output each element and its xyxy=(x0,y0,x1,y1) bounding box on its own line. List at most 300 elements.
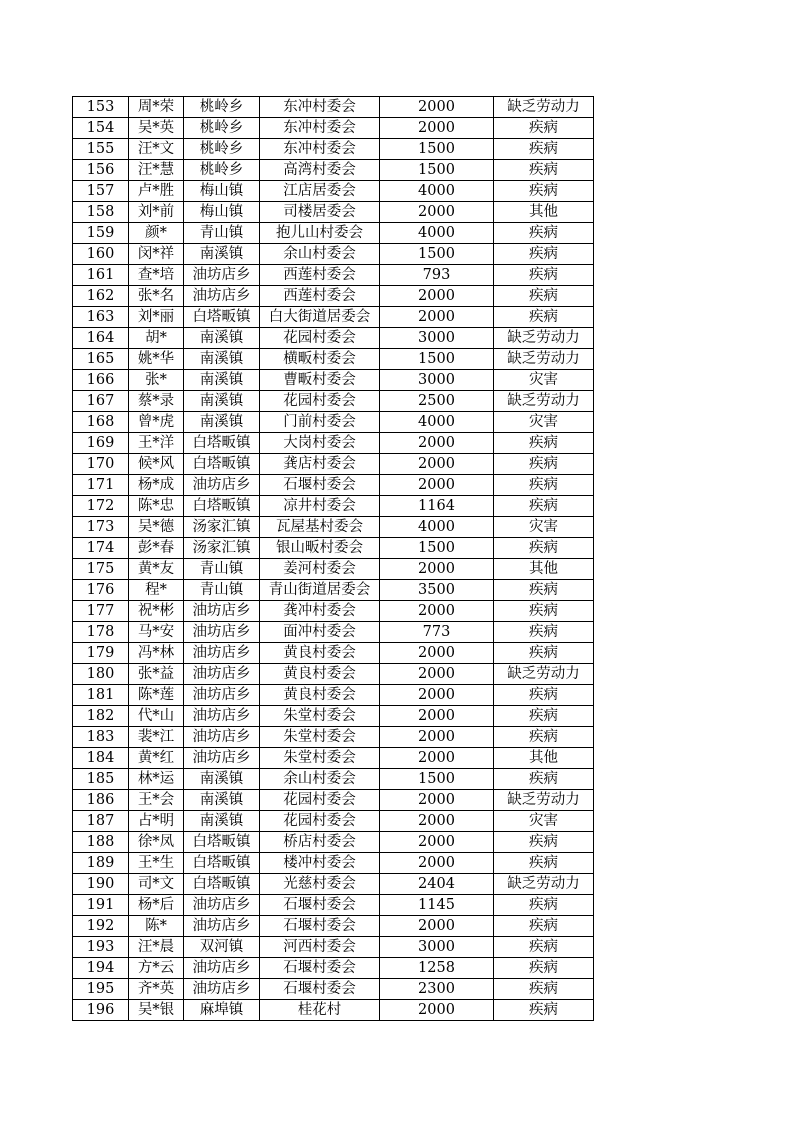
table-row xyxy=(73,538,594,559)
table-row xyxy=(73,748,594,769)
amount-cell: 2000 xyxy=(380,1000,494,1021)
row-number-cell: 153 xyxy=(73,97,129,118)
reason-cell: 疾病 xyxy=(494,475,594,496)
reason-cell: 疾病 xyxy=(494,706,594,727)
reason-cell: 疾病 xyxy=(494,643,594,664)
village-committee-cell: 黄良村委会 xyxy=(260,664,380,685)
row-number-cell: 191 xyxy=(73,895,129,916)
amount-cell: 2000 xyxy=(380,916,494,937)
table-row xyxy=(73,202,594,223)
reason-cell: 缺乏劳动力 xyxy=(494,391,594,412)
records-table-body xyxy=(73,97,594,1021)
township-cell: 油坊店乡 xyxy=(184,643,260,664)
name-cell: 陈*莲 xyxy=(129,685,184,706)
amount-cell: 4000 xyxy=(380,517,494,538)
amount-cell: 2000 xyxy=(380,559,494,580)
village-committee-cell: 凉井村委会 xyxy=(260,496,380,517)
township-cell: 青山镇 xyxy=(184,223,260,244)
table-row xyxy=(73,895,594,916)
records-table-container xyxy=(72,96,594,1021)
row-number-cell: 193 xyxy=(73,937,129,958)
row-number-cell: 170 xyxy=(73,454,129,475)
township-cell: 油坊店乡 xyxy=(184,685,260,706)
village-committee-cell: 龚店村委会 xyxy=(260,454,380,475)
table-row xyxy=(73,391,594,412)
village-committee-cell: 朱堂村委会 xyxy=(260,727,380,748)
name-cell: 卢*胜 xyxy=(129,181,184,202)
reason-cell: 疾病 xyxy=(494,433,594,454)
name-cell: 彭*春 xyxy=(129,538,184,559)
name-cell: 汪*慧 xyxy=(129,160,184,181)
amount-cell: 2000 xyxy=(380,790,494,811)
row-number-cell: 183 xyxy=(73,727,129,748)
row-number-cell: 173 xyxy=(73,517,129,538)
row-number-cell: 184 xyxy=(73,748,129,769)
row-number-cell: 180 xyxy=(73,664,129,685)
table-row xyxy=(73,811,594,832)
name-cell: 冯*林 xyxy=(129,643,184,664)
township-cell: 油坊店乡 xyxy=(184,748,260,769)
reason-cell: 缺乏劳动力 xyxy=(494,664,594,685)
township-cell: 白塔畈镇 xyxy=(184,433,260,454)
name-cell: 刘*丽 xyxy=(129,307,184,328)
reason-cell: 灾害 xyxy=(494,370,594,391)
name-cell: 程* xyxy=(129,580,184,601)
row-number-cell: 156 xyxy=(73,160,129,181)
row-number-cell: 196 xyxy=(73,1000,129,1021)
row-number-cell: 194 xyxy=(73,958,129,979)
reason-cell: 其他 xyxy=(494,202,594,223)
reason-cell: 其他 xyxy=(494,748,594,769)
township-cell: 油坊店乡 xyxy=(184,895,260,916)
village-committee-cell: 石堰村委会 xyxy=(260,958,380,979)
village-committee-cell: 东冲村委会 xyxy=(260,118,380,139)
records-table xyxy=(72,96,594,1021)
name-cell: 张* xyxy=(129,370,184,391)
township-cell: 青山镇 xyxy=(184,580,260,601)
amount-cell: 2000 xyxy=(380,454,494,475)
village-committee-cell: 花园村委会 xyxy=(260,391,380,412)
village-committee-cell: 光慈村委会 xyxy=(260,874,380,895)
row-number-cell: 168 xyxy=(73,412,129,433)
village-committee-cell: 姜河村委会 xyxy=(260,559,380,580)
amount-cell: 1500 xyxy=(380,538,494,559)
reason-cell: 疾病 xyxy=(494,1000,594,1021)
amount-cell: 2000 xyxy=(380,475,494,496)
amount-cell: 1145 xyxy=(380,895,494,916)
row-number-cell: 174 xyxy=(73,538,129,559)
reason-cell: 缺乏劳动力 xyxy=(494,97,594,118)
name-cell: 汪*晨 xyxy=(129,937,184,958)
table-row xyxy=(73,559,594,580)
amount-cell: 2500 xyxy=(380,391,494,412)
village-committee-cell: 花园村委会 xyxy=(260,328,380,349)
township-cell: 南溪镇 xyxy=(184,790,260,811)
table-row xyxy=(73,118,594,139)
name-cell: 林*运 xyxy=(129,769,184,790)
name-cell: 周*荣 xyxy=(129,97,184,118)
township-cell: 油坊店乡 xyxy=(184,727,260,748)
table-row xyxy=(73,496,594,517)
village-committee-cell: 东冲村委会 xyxy=(260,97,380,118)
amount-cell: 1500 xyxy=(380,349,494,370)
row-number-cell: 165 xyxy=(73,349,129,370)
reason-cell: 疾病 xyxy=(494,727,594,748)
village-committee-cell: 大岗村委会 xyxy=(260,433,380,454)
amount-cell: 1500 xyxy=(380,160,494,181)
row-number-cell: 188 xyxy=(73,832,129,853)
reason-cell: 疾病 xyxy=(494,265,594,286)
township-cell: 梅山镇 xyxy=(184,181,260,202)
table-row xyxy=(73,223,594,244)
row-number-cell: 177 xyxy=(73,601,129,622)
name-cell: 张*名 xyxy=(129,286,184,307)
village-committee-cell: 横畈村委会 xyxy=(260,349,380,370)
village-committee-cell: 抱儿山村委会 xyxy=(260,223,380,244)
name-cell: 裴*江 xyxy=(129,727,184,748)
reason-cell: 缺乏劳动力 xyxy=(494,790,594,811)
table-row xyxy=(73,475,594,496)
row-number-cell: 172 xyxy=(73,496,129,517)
row-number-cell: 160 xyxy=(73,244,129,265)
name-cell: 查*培 xyxy=(129,265,184,286)
row-number-cell: 158 xyxy=(73,202,129,223)
table-row xyxy=(73,454,594,475)
reason-cell: 疾病 xyxy=(494,895,594,916)
table-row xyxy=(73,706,594,727)
table-row xyxy=(73,580,594,601)
reason-cell: 疾病 xyxy=(494,832,594,853)
name-cell: 占*明 xyxy=(129,811,184,832)
name-cell: 闵*祥 xyxy=(129,244,184,265)
amount-cell: 2000 xyxy=(380,706,494,727)
name-cell: 刘*前 xyxy=(129,202,184,223)
township-cell: 油坊店乡 xyxy=(184,475,260,496)
row-number-cell: 155 xyxy=(73,139,129,160)
name-cell: 齐*英 xyxy=(129,979,184,1000)
amount-cell: 2000 xyxy=(380,748,494,769)
amount-cell: 2000 xyxy=(380,286,494,307)
reason-cell: 疾病 xyxy=(494,160,594,181)
reason-cell: 疾病 xyxy=(494,601,594,622)
name-cell: 汪*文 xyxy=(129,139,184,160)
township-cell: 桃岭乡 xyxy=(184,160,260,181)
row-number-cell: 186 xyxy=(73,790,129,811)
row-number-cell: 178 xyxy=(73,622,129,643)
township-cell: 麻埠镇 xyxy=(184,1000,260,1021)
village-committee-cell: 面冲村委会 xyxy=(260,622,380,643)
amount-cell: 2000 xyxy=(380,643,494,664)
amount-cell: 773 xyxy=(380,622,494,643)
table-row xyxy=(73,244,594,265)
village-committee-cell: 石堰村委会 xyxy=(260,475,380,496)
amount-cell: 2000 xyxy=(380,727,494,748)
name-cell: 方*云 xyxy=(129,958,184,979)
row-number-cell: 195 xyxy=(73,979,129,1000)
township-cell: 白塔畈镇 xyxy=(184,832,260,853)
village-committee-cell: 高湾村委会 xyxy=(260,160,380,181)
township-cell: 南溪镇 xyxy=(184,811,260,832)
township-cell: 南溪镇 xyxy=(184,412,260,433)
row-number-cell: 175 xyxy=(73,559,129,580)
row-number-cell: 171 xyxy=(73,475,129,496)
reason-cell: 缺乏劳动力 xyxy=(494,349,594,370)
township-cell: 油坊店乡 xyxy=(184,916,260,937)
village-committee-cell: 江店居委会 xyxy=(260,181,380,202)
reason-cell: 疾病 xyxy=(494,769,594,790)
reason-cell: 疾病 xyxy=(494,853,594,874)
table-row xyxy=(73,370,594,391)
row-number-cell: 179 xyxy=(73,643,129,664)
table-row xyxy=(73,958,594,979)
table-row xyxy=(73,727,594,748)
table-row xyxy=(73,769,594,790)
township-cell: 南溪镇 xyxy=(184,769,260,790)
table-row xyxy=(73,601,594,622)
reason-cell: 疾病 xyxy=(494,307,594,328)
township-cell: 双河镇 xyxy=(184,937,260,958)
township-cell: 桃岭乡 xyxy=(184,118,260,139)
township-cell: 白塔畈镇 xyxy=(184,874,260,895)
name-cell: 王*生 xyxy=(129,853,184,874)
village-committee-cell: 花园村委会 xyxy=(260,811,380,832)
reason-cell: 疾病 xyxy=(494,454,594,475)
village-committee-cell: 青山街道居委会 xyxy=(260,580,380,601)
reason-cell: 疾病 xyxy=(494,979,594,1000)
village-committee-cell: 门前村委会 xyxy=(260,412,380,433)
amount-cell: 1164 xyxy=(380,496,494,517)
row-number-cell: 169 xyxy=(73,433,129,454)
table-row xyxy=(73,937,594,958)
township-cell: 油坊店乡 xyxy=(184,958,260,979)
name-cell: 曾*虎 xyxy=(129,412,184,433)
village-committee-cell: 桥店村委会 xyxy=(260,832,380,853)
amount-cell: 2000 xyxy=(380,97,494,118)
village-committee-cell: 银山畈村委会 xyxy=(260,538,380,559)
name-cell: 吴*英 xyxy=(129,118,184,139)
row-number-cell: 164 xyxy=(73,328,129,349)
township-cell: 白塔畈镇 xyxy=(184,496,260,517)
reason-cell: 疾病 xyxy=(494,580,594,601)
amount-cell: 3000 xyxy=(380,328,494,349)
amount-cell: 2000 xyxy=(380,118,494,139)
township-cell: 南溪镇 xyxy=(184,391,260,412)
reason-cell: 疾病 xyxy=(494,244,594,265)
name-cell: 王*会 xyxy=(129,790,184,811)
table-row xyxy=(73,979,594,1000)
table-row xyxy=(73,664,594,685)
table-row xyxy=(73,853,594,874)
name-cell: 蔡*录 xyxy=(129,391,184,412)
row-number-cell: 182 xyxy=(73,706,129,727)
name-cell: 张*益 xyxy=(129,664,184,685)
amount-cell: 4000 xyxy=(380,181,494,202)
village-committee-cell: 西莲村委会 xyxy=(260,286,380,307)
amount-cell: 2000 xyxy=(380,664,494,685)
township-cell: 油坊店乡 xyxy=(184,706,260,727)
amount-cell: 2000 xyxy=(380,811,494,832)
table-row xyxy=(73,916,594,937)
row-number-cell: 163 xyxy=(73,307,129,328)
township-cell: 油坊店乡 xyxy=(184,601,260,622)
reason-cell: 疾病 xyxy=(494,958,594,979)
township-cell: 白塔畈镇 xyxy=(184,853,260,874)
table-row xyxy=(73,433,594,454)
row-number-cell: 189 xyxy=(73,853,129,874)
reason-cell: 其他 xyxy=(494,559,594,580)
row-number-cell: 167 xyxy=(73,391,129,412)
reason-cell: 疾病 xyxy=(494,181,594,202)
table-row xyxy=(73,832,594,853)
village-committee-cell: 东冲村委会 xyxy=(260,139,380,160)
reason-cell: 疾病 xyxy=(494,622,594,643)
reason-cell: 疾病 xyxy=(494,538,594,559)
village-committee-cell: 龚冲村委会 xyxy=(260,601,380,622)
amount-cell: 793 xyxy=(380,265,494,286)
table-row xyxy=(73,139,594,160)
row-number-cell: 166 xyxy=(73,370,129,391)
name-cell: 候*风 xyxy=(129,454,184,475)
table-row xyxy=(73,160,594,181)
table-row xyxy=(73,349,594,370)
township-cell: 桃岭乡 xyxy=(184,139,260,160)
amount-cell: 1258 xyxy=(380,958,494,979)
township-cell: 南溪镇 xyxy=(184,244,260,265)
amount-cell: 2000 xyxy=(380,433,494,454)
name-cell: 祝*彬 xyxy=(129,601,184,622)
township-cell: 汤家汇镇 xyxy=(184,538,260,559)
row-number-cell: 192 xyxy=(73,916,129,937)
amount-cell: 1500 xyxy=(380,769,494,790)
township-cell: 南溪镇 xyxy=(184,349,260,370)
township-cell: 梅山镇 xyxy=(184,202,260,223)
reason-cell: 疾病 xyxy=(494,496,594,517)
reason-cell: 缺乏劳动力 xyxy=(494,874,594,895)
village-committee-cell: 楼冲村委会 xyxy=(260,853,380,874)
table-row xyxy=(73,328,594,349)
name-cell: 胡* xyxy=(129,328,184,349)
township-cell: 桃岭乡 xyxy=(184,97,260,118)
village-committee-cell: 花园村委会 xyxy=(260,790,380,811)
table-row xyxy=(73,1000,594,1021)
amount-cell: 3000 xyxy=(380,937,494,958)
amount-cell: 2000 xyxy=(380,832,494,853)
name-cell: 吴*银 xyxy=(129,1000,184,1021)
row-number-cell: 176 xyxy=(73,580,129,601)
name-cell: 代*山 xyxy=(129,706,184,727)
township-cell: 南溪镇 xyxy=(184,370,260,391)
row-number-cell: 154 xyxy=(73,118,129,139)
row-number-cell: 187 xyxy=(73,811,129,832)
amount-cell: 2404 xyxy=(380,874,494,895)
name-cell: 陈* xyxy=(129,916,184,937)
village-committee-cell: 白大街道居委会 xyxy=(260,307,380,328)
amount-cell: 2300 xyxy=(380,979,494,1000)
table-row xyxy=(73,643,594,664)
township-cell: 油坊店乡 xyxy=(184,265,260,286)
village-committee-cell: 黄良村委会 xyxy=(260,643,380,664)
table-row xyxy=(73,622,594,643)
amount-cell: 4000 xyxy=(380,412,494,433)
name-cell: 王*洋 xyxy=(129,433,184,454)
reason-cell: 疾病 xyxy=(494,139,594,160)
township-cell: 白塔畈镇 xyxy=(184,454,260,475)
row-number-cell: 181 xyxy=(73,685,129,706)
reason-cell: 疾病 xyxy=(494,286,594,307)
table-row xyxy=(73,517,594,538)
village-committee-cell: 石堰村委会 xyxy=(260,916,380,937)
name-cell: 姚*华 xyxy=(129,349,184,370)
table-row xyxy=(73,286,594,307)
village-committee-cell: 石堰村委会 xyxy=(260,895,380,916)
name-cell: 陈*忠 xyxy=(129,496,184,517)
name-cell: 马*安 xyxy=(129,622,184,643)
amount-cell: 1500 xyxy=(380,244,494,265)
township-cell: 汤家汇镇 xyxy=(184,517,260,538)
village-committee-cell: 司楼居委会 xyxy=(260,202,380,223)
reason-cell: 灾害 xyxy=(494,517,594,538)
name-cell: 颜* xyxy=(129,223,184,244)
reason-cell: 疾病 xyxy=(494,685,594,706)
table-row xyxy=(73,874,594,895)
table-row xyxy=(73,790,594,811)
village-committee-cell: 朱堂村委会 xyxy=(260,748,380,769)
row-number-cell: 157 xyxy=(73,181,129,202)
reason-cell: 灾害 xyxy=(494,412,594,433)
reason-cell: 疾病 xyxy=(494,916,594,937)
reason-cell: 疾病 xyxy=(494,937,594,958)
name-cell: 徐*凤 xyxy=(129,832,184,853)
row-number-cell: 185 xyxy=(73,769,129,790)
table-row xyxy=(73,685,594,706)
township-cell: 油坊店乡 xyxy=(184,622,260,643)
name-cell: 黄*友 xyxy=(129,559,184,580)
reason-cell: 疾病 xyxy=(494,118,594,139)
village-committee-cell: 曹畈村委会 xyxy=(260,370,380,391)
township-cell: 油坊店乡 xyxy=(184,979,260,1000)
amount-cell: 2000 xyxy=(380,307,494,328)
table-row xyxy=(73,97,594,118)
row-number-cell: 162 xyxy=(73,286,129,307)
amount-cell: 2000 xyxy=(380,853,494,874)
amount-cell: 1500 xyxy=(380,139,494,160)
township-cell: 青山镇 xyxy=(184,559,260,580)
township-cell: 白塔畈镇 xyxy=(184,307,260,328)
name-cell: 黄*红 xyxy=(129,748,184,769)
village-committee-cell: 余山村委会 xyxy=(260,769,380,790)
village-committee-cell: 黄良村委会 xyxy=(260,685,380,706)
row-number-cell: 190 xyxy=(73,874,129,895)
amount-cell: 2000 xyxy=(380,601,494,622)
name-cell: 杨*成 xyxy=(129,475,184,496)
amount-cell: 2000 xyxy=(380,202,494,223)
village-committee-cell: 河西村委会 xyxy=(260,937,380,958)
table-row xyxy=(73,307,594,328)
township-cell: 南溪镇 xyxy=(184,328,260,349)
village-committee-cell: 朱堂村委会 xyxy=(260,706,380,727)
village-committee-cell: 余山村委会 xyxy=(260,244,380,265)
amount-cell: 2000 xyxy=(380,685,494,706)
village-committee-cell: 瓦屋基村委会 xyxy=(260,517,380,538)
village-committee-cell: 桂花村 xyxy=(260,1000,380,1021)
village-committee-cell: 西莲村委会 xyxy=(260,265,380,286)
name-cell: 杨*后 xyxy=(129,895,184,916)
amount-cell: 3000 xyxy=(380,370,494,391)
reason-cell: 疾病 xyxy=(494,223,594,244)
table-row xyxy=(73,181,594,202)
reason-cell: 灾害 xyxy=(494,811,594,832)
village-committee-cell: 石堰村委会 xyxy=(260,979,380,1000)
